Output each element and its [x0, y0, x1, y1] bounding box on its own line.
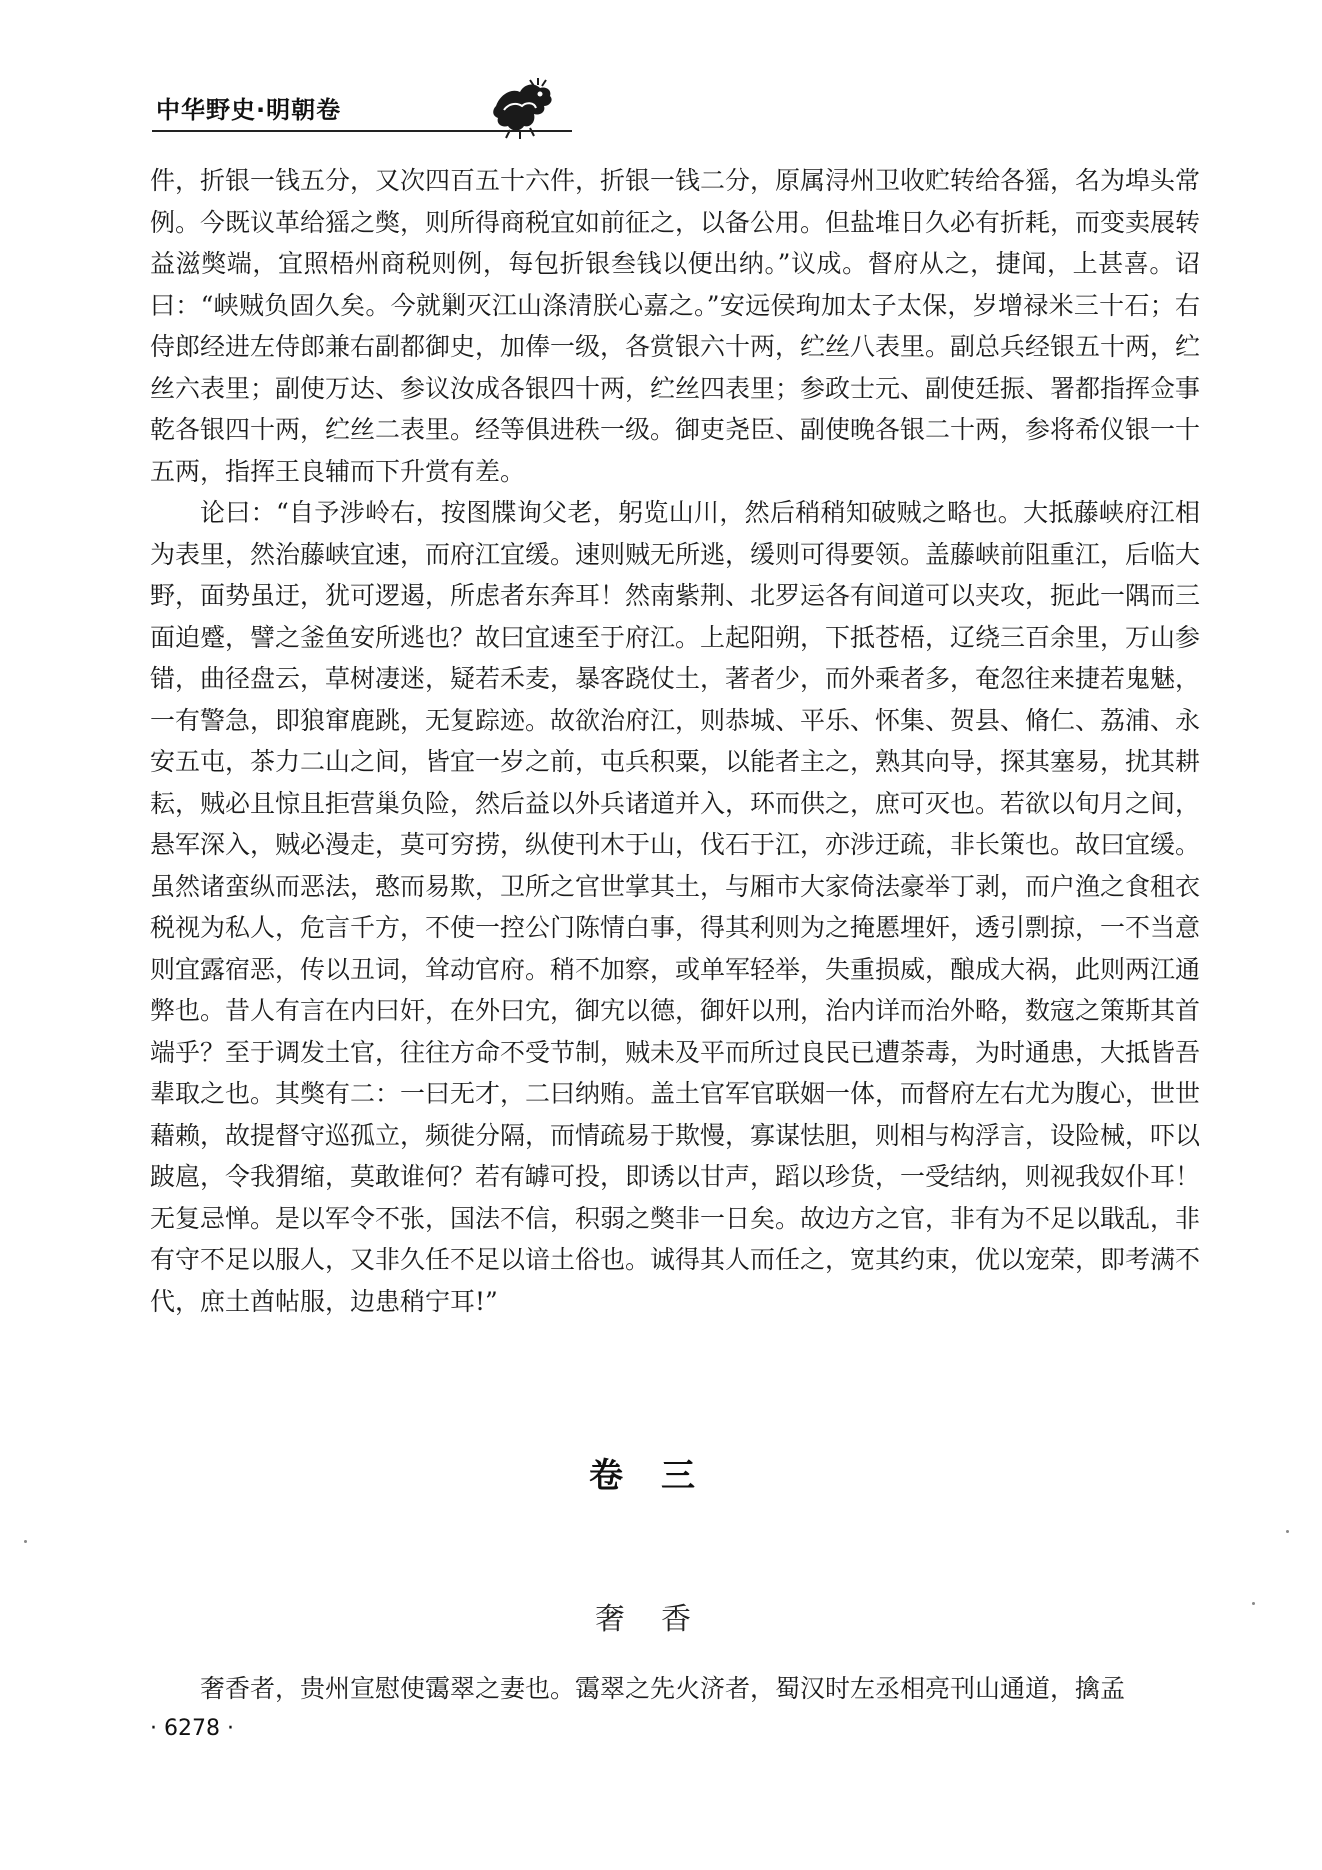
scan-speck [1286, 1530, 1289, 1533]
volume-title: 卷三 [589, 1456, 733, 1496]
scan-speck [24, 1540, 27, 1543]
paragraph: 奢香者，贵州宣慰使霭翠之妻也。霭翠之先火济者，蜀汉时左丞相亮刊山通道，擒孟 [200, 1674, 1126, 1703]
section-title: 奢香 [595, 1602, 727, 1637]
page-number: · 6278 · [150, 1716, 234, 1741]
paragraph: 件，折银一钱五分，又次四百五十六件，折银一钱二分，原属浔州卫收贮转给各猺，名为埠头常例。今既议革给猺之獘，则所得商税宜如前征之，以备公用。但盐堆日久必有折耗，而变卖展转益滋獘端，宜照梧州商税则例，每包折银叁钱以便出纳。”议成。督府从之，捷闻，上甚喜。诏曰：“峡贼负固久矣。今就剿灭江山涤清朕心嘉之。”安远侯珣加太子太保，岁增禄米三十石；右侍郎经进左侍郎兼右副都御史，加俸一级，各赏银六十两，纻丝八表里。副总兵经银五十两，纻丝六表里；副使万达、参议汝成各银四十两，纻丝四表里；参政士元、副使廷振、署都指挥佥事乾各银四十两，纻丝二表里。经等俱进秩一级。御吏尧臣、副使晚各银二十两，参将希仪银一十五两，指挥王良辅而下升赏有差。 [150, 166, 1201, 486]
body-text [150, 160, 1200, 1322]
header-rule [152, 130, 572, 132]
scan-speck [1252, 1602, 1255, 1605]
book-title: 中华野史·明朝卷 [156, 96, 342, 124]
running-header [152, 84, 592, 144]
paragraph: 论曰：“自予涉岭右，按图牒询父老，躬览山川，然后稍稍知破贼之略也。大抵藤峡府江相为表里，然治藤峡宜速，而府江宜缓。速则贼无所逃，缓则可得要领。盖藤峡前阻重江，后临大野，面势虽迂，犹可逻遏，所虑者东奔耳！然南紫荆、北罗运各有间道可以夹攻，扼此一隅而三面迫蹙，譬之釜鱼安所逃也？故曰宜速至于府江。上起阳朔，下抵苍梧，辽绕三百余里，万山参错，曲径盘云，草树凄迷，疑若禾麦，暴客跷仗土，著者少，而外乘者多，奄忽往来捷若鬼魅，一有警急，即狼窜鹿跳，无复踪迹。故欲治府江，则恭城、平乐、怀集、贺县、脩仁、荔浦、永安五屯，茶力二山之间，皆宜一岁之前，屯兵积粟，以能者主之，熟其向导，探其塞易，扰其耕耘，贼必且惊且拒营巢负险，然后益以外兵诸道并入，环而供之，庶可灭也。若欲以旬月之间，悬军深入，贼必漫走，莫可穷捞，纵使刊木于山，伐石于江，亦涉迂疏，非长策也。故曰宜缓。虽然诸蛮纵而恶法，憨而易欺，卫所之官世掌其土，与厢市大家倚法豪举丁剥，而户渔之食租衣税视为私人，危言千方，不使一控公门陈情白事，得其利则为之掩慝埋奸，透引剽掠，一不当意则宜露宿恶，传以丑词，耸动官府。稍不加察，或单军轻举，失重损威，酿成大祸，此则两江通弊也。昔人有言在内曰奸，在外曰宄，御宄以德，御奸以刑，治内详而治外略，数寇之策斯其首端乎？至于调发土官，往往方命不受节制，贼未及平而所过良民已遭荼毒，为时通患，大抵皆吾辈取之也。其獘有二：一曰无才，二曰纳贿。盖土官军官联姻一体，而督府左右尤为腹心，世世藉赖，故提督守巡孤立，频徙分隔，而情疏易于欺慢，寡谋怯胆，则相与构浮言，设险械，吓以跛扈，令我猬缩，莫敢谁何？若有罅可投，即诱以甘声，蹈以珍货，一受结纳，则视我奴仆耳！无复忌惮。是以军令不张，国法不信，积弱之獘非一日矣。故边方之官，非有为不足以戢乱，非有守不足以服人，又非久任不足以谙土俗也。诚得其人而任之，宽其约束，优以宠荣，即考满不代，庶土酋帖服，边患稍宁耳!” [150, 498, 1201, 1316]
